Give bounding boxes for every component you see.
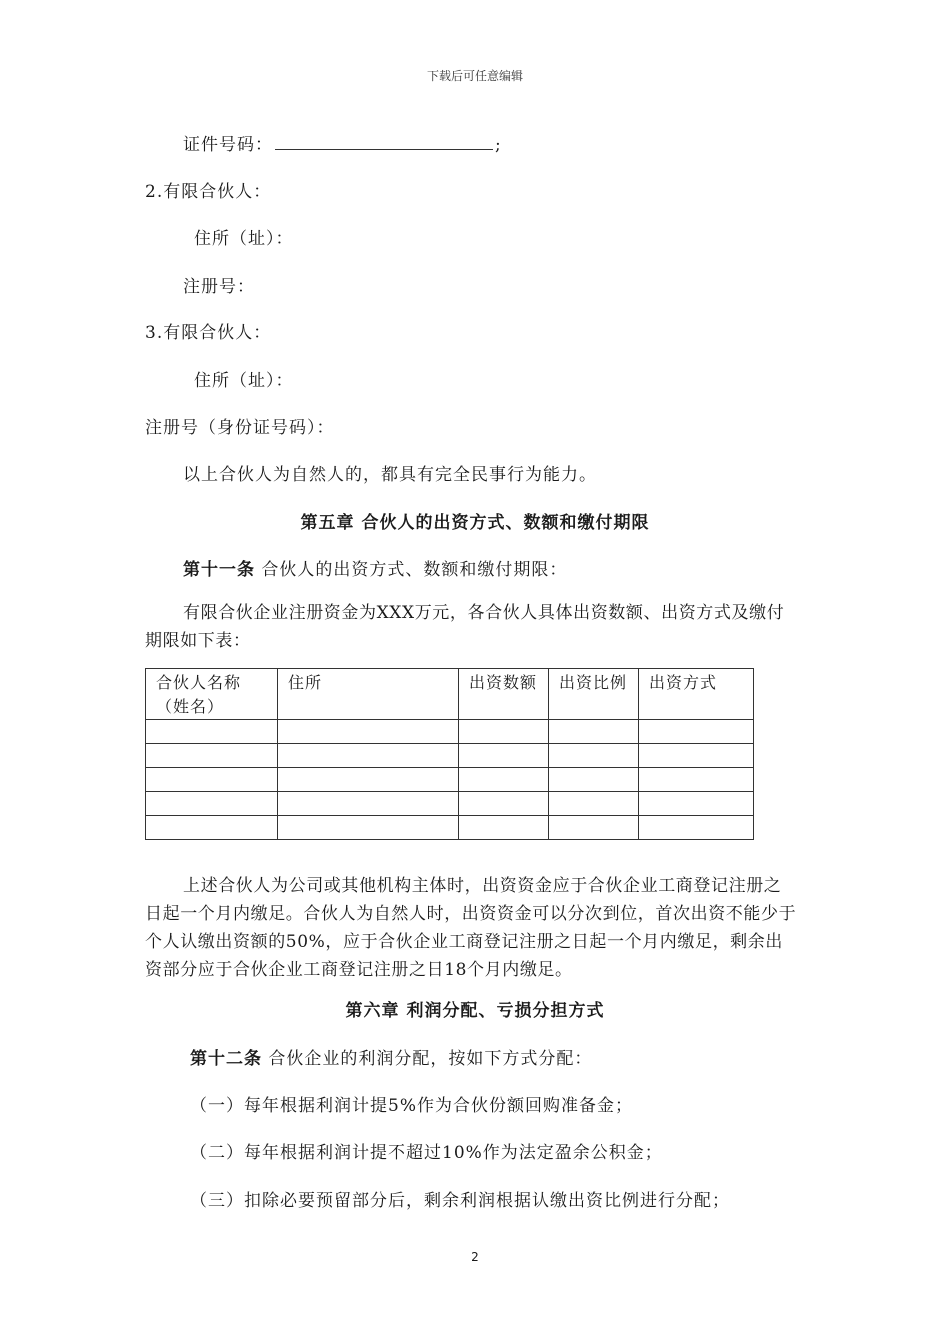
lp3-title: 3.有限合伙人： xyxy=(145,323,272,343)
article12-label: 第十二条 xyxy=(190,1049,262,1069)
article12-text: 合伙企业的利润分配，按如下方式分配： xyxy=(268,1049,593,1069)
table-cell[interactable] xyxy=(549,792,639,816)
table-cell[interactable] xyxy=(278,816,459,840)
table-header-row xyxy=(146,669,754,720)
article11-text: 合伙人的出资方式、数额和缴付期限： xyxy=(261,560,568,580)
lp2-title: 2.有限合伙人： xyxy=(145,182,272,202)
table-cell[interactable] xyxy=(459,720,549,744)
table-cell[interactable] xyxy=(549,744,639,768)
table-cell[interactable] xyxy=(459,744,549,768)
table-row xyxy=(146,720,754,744)
table-cell[interactable] xyxy=(549,816,639,840)
chapter5-title: 第五章 合伙人的出资方式、数额和缴付期限 xyxy=(300,513,650,533)
table-row xyxy=(146,768,754,792)
contribution-table xyxy=(145,668,754,840)
col-header-ratio: 出资比例 xyxy=(549,669,639,720)
id-number-line xyxy=(183,130,502,155)
capital-paragraph: 有限合伙企业注册资金为XXX万元，各合伙人具体出资数额、出资方式及缴付期限如下表： xyxy=(145,603,785,651)
id-number-suffix: ; xyxy=(495,135,502,155)
table-cell[interactable] xyxy=(146,792,278,816)
table-row xyxy=(146,744,754,768)
profit-item-2: （二）每年根据利润计提不超过10%作为法定盈余公积金； xyxy=(190,1143,663,1163)
table-cell[interactable] xyxy=(639,792,754,816)
table-cell[interactable] xyxy=(459,816,549,840)
table-cell[interactable] xyxy=(146,768,278,792)
payment-paragraph: 上述合伙人为公司或其他机构主体时，出资资金应于合伙企业工商登记注册之日起一个月内缴足。合伙人为自然人时，出资资金可以分次到位，首次出资不能少于个人认缴出资额的50%，应于合伙企业工商登记注册之日起一个月内缴足，剩余出资部分应于合伙企业工商登记注册之日18个月内缴足。 xyxy=(145,876,797,980)
table-cell[interactable] xyxy=(146,744,278,768)
chapter6-title: 第六章 利润分配、亏损分担方式 xyxy=(345,1001,605,1021)
col-header-partner-name: 合伙人名称（姓名） xyxy=(146,669,278,720)
lp2-address: 住所（址）： xyxy=(194,229,294,249)
table-cell[interactable] xyxy=(459,768,549,792)
article12 xyxy=(190,1044,592,1069)
table-cell[interactable] xyxy=(146,720,278,744)
table-cell[interactable] xyxy=(549,768,639,792)
capacity-statement: 以上合伙人为自然人的，都具有完全民事行为能力。 xyxy=(183,465,597,485)
table-cell[interactable] xyxy=(549,720,639,744)
table-cell[interactable] xyxy=(278,720,459,744)
table-cell[interactable] xyxy=(278,792,459,816)
id-number-blank xyxy=(275,135,493,150)
col-header-amount: 出资数额 xyxy=(459,669,549,720)
table-cell[interactable] xyxy=(146,816,278,840)
table-cell[interactable] xyxy=(639,816,754,840)
lp3-address: 住所（址）： xyxy=(194,371,294,391)
table-cell[interactable] xyxy=(639,768,754,792)
article11 xyxy=(183,555,567,580)
table-cell[interactable] xyxy=(278,768,459,792)
col-header-address: 住所 xyxy=(278,669,459,720)
article11-label: 第十一条 xyxy=(183,560,255,580)
table-row xyxy=(146,792,754,816)
id-number-label: 证件号码： xyxy=(183,135,273,155)
table-cell[interactable] xyxy=(459,792,549,816)
profit-item-3: （三）扣除必要预留部分后，剩余利润根据认缴出资比例进行分配； xyxy=(190,1191,730,1211)
profit-item-1: （一）每年根据利润计提5%作为合伙份额回购准备金； xyxy=(190,1096,633,1116)
table-cell[interactable] xyxy=(278,744,459,768)
lp2-registration: 注册号： xyxy=(183,277,255,297)
lp3-registration: 注册号（身份证号码）： xyxy=(145,418,335,438)
header-note: 下载后可任意编辑 xyxy=(426,69,523,83)
table-cell[interactable] xyxy=(639,744,754,768)
col-header-method: 出资方式 xyxy=(639,669,754,720)
table-cell[interactable] xyxy=(639,720,754,744)
table-row xyxy=(146,816,754,840)
page-number: 2 xyxy=(471,1250,479,1264)
